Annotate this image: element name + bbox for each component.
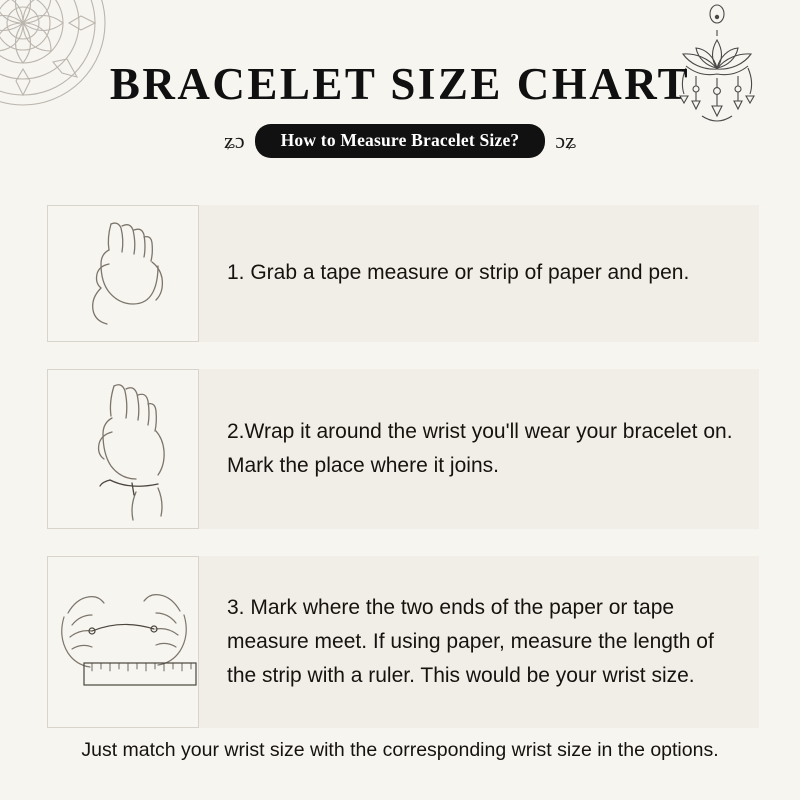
hand-fist-with-tape-illustration bbox=[47, 205, 199, 342]
step-text: 2.Wrap it around the wrist you'll wear your bracelet on. Mark the place where it joins. bbox=[227, 419, 733, 477]
step-text: 3. Mark where the two ends of the paper or tape measure meet. If using paper, measure the length of the strip with a ruler. This would be your wrist size. bbox=[227, 595, 714, 687]
step-text: 1. Grab a tape measure or strip of paper and pen. bbox=[227, 261, 690, 285]
page-title: BRACELET SIZE CHART bbox=[109, 59, 691, 109]
list-item bbox=[47, 369, 759, 529]
squiggle-right-icon: ɔʑ bbox=[555, 128, 577, 153]
hand-with-tape-around-wrist-illustration bbox=[47, 369, 199, 529]
squiggle-left-icon: ʑɔ bbox=[223, 128, 245, 153]
hands-measuring-strip-with-ruler-illustration bbox=[47, 556, 199, 728]
subtitle-pill: How to Measure Bracelet Size? bbox=[255, 124, 546, 158]
footer-note: Just match your wrist size with the corresponding wrist size in the options. bbox=[81, 739, 719, 761]
steps-list bbox=[47, 205, 759, 755]
list-item bbox=[47, 556, 759, 728]
list-item bbox=[47, 205, 759, 342]
subtitle-row bbox=[0, 124, 800, 158]
